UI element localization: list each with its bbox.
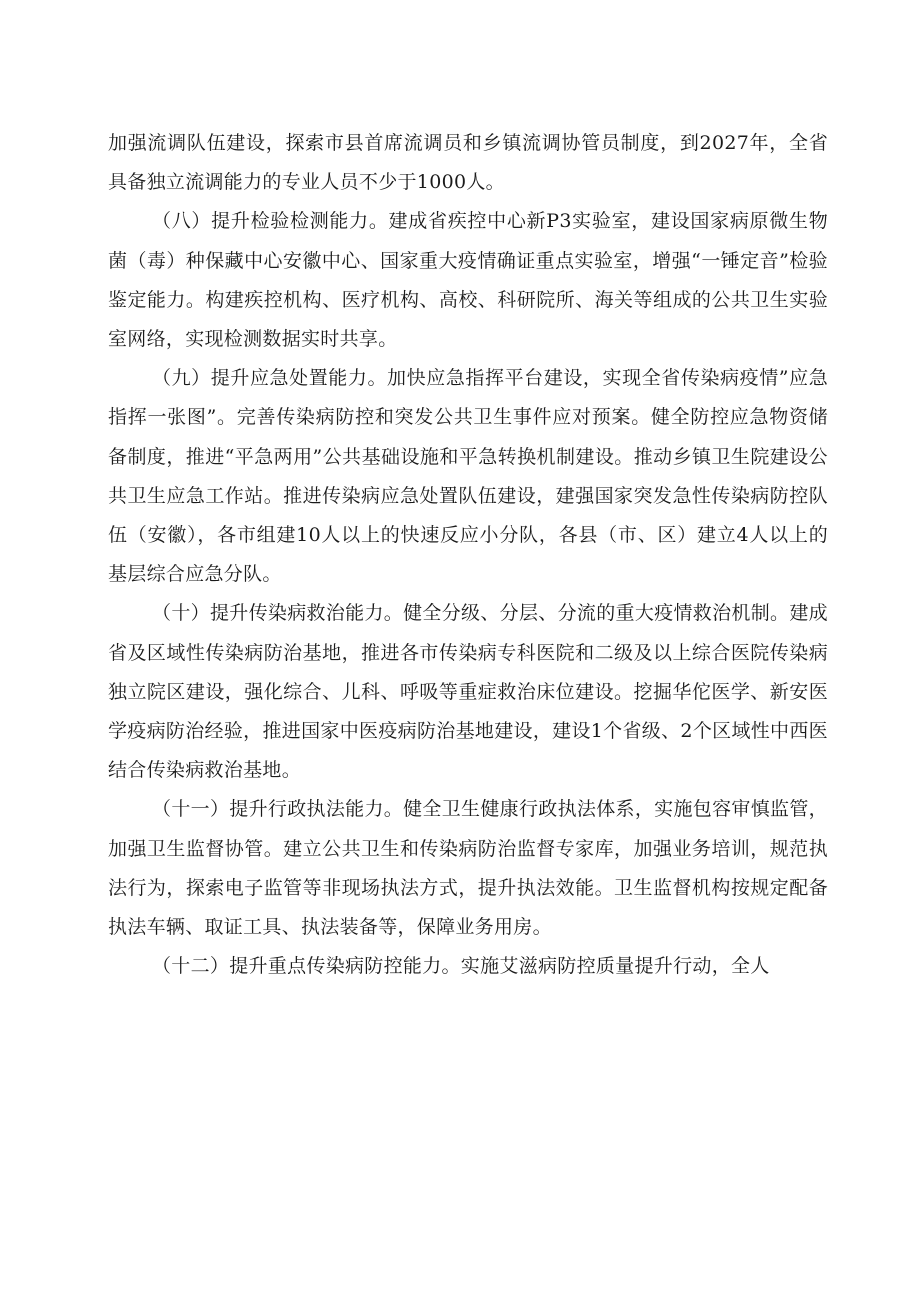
paragraph-law-enforcement: （十一）提升行政执法能力。健全卫生健康行政执法体系，实施包容审慎监管，加强卫生监督协管。建立公共卫生和传染病防治监督专家库，加强业务培训，规范执法行为，探索电子监管等非现场执法方式，提升执法效能。卫生监督机构按规定配备执法车辆、取证工具、执法装备等，保障业务用房。 bbox=[108, 798, 828, 939]
document-body bbox=[108, 124, 828, 986]
paragraph-key-diseases: （十二）提升重点传染病防控能力。实施艾滋病防控质量提升行动，全人 bbox=[152, 955, 770, 978]
paragraph-emergency-response: （九）提升应急处置能力。加快应急指挥平台建设，实现全省传染病疫情”应急指挥一张图”。完善传染病防控和突发公共卫生事件应对预案。健全防控应急物资储备制度，推进“平急两用”公共基础设施和平急转换机制建设。推动乡镇卫生院建设公共卫生应急工作站。推进传染病应急处置队伍建设，建强国家突发急性传染病防控队伍（安徽），各市组建10人以上的快速反应小分队，各县（市、区）建立4人以上的基层综合应急分队。 bbox=[108, 367, 828, 586]
paragraph-treatment-capacity: （十）提升传染病救治能力。健全分级、分层、分流的重大疫情救治机制。建成省及区域性传染病防治基地，推进各市传染病专科医院和二级及以上综合医院传染病独立院区建设，强化综合、儿科、呼吸等重症救治床位建设。挖掘华佗医学、新安医学疫病防治经验，推进国家中医疫病防治基地建设，建设1个省级、2个区域性中西医结合传染病救治基地。 bbox=[108, 602, 828, 782]
paragraph-testing-capacity: （八）提升检验检测能力。建成省疾控中心新P3实验室，建设国家病原微生物菌（毒）种保藏中心安徽中心、国家重大疫情确证重点实验室，增强“一锤定音”检验鉴定能力。构建疾控机构、医疗机构、高校、科研院所、海关等组成的公共卫生实验室网络，实现检测数据实时共享。 bbox=[108, 210, 828, 351]
paragraph-continuation: 加强流调队伍建设，探索市县首席流调员和乡镇流调协管员制度，到2027年，全省具备独立流调能力的专业人员不少于1000人。 bbox=[108, 132, 828, 194]
